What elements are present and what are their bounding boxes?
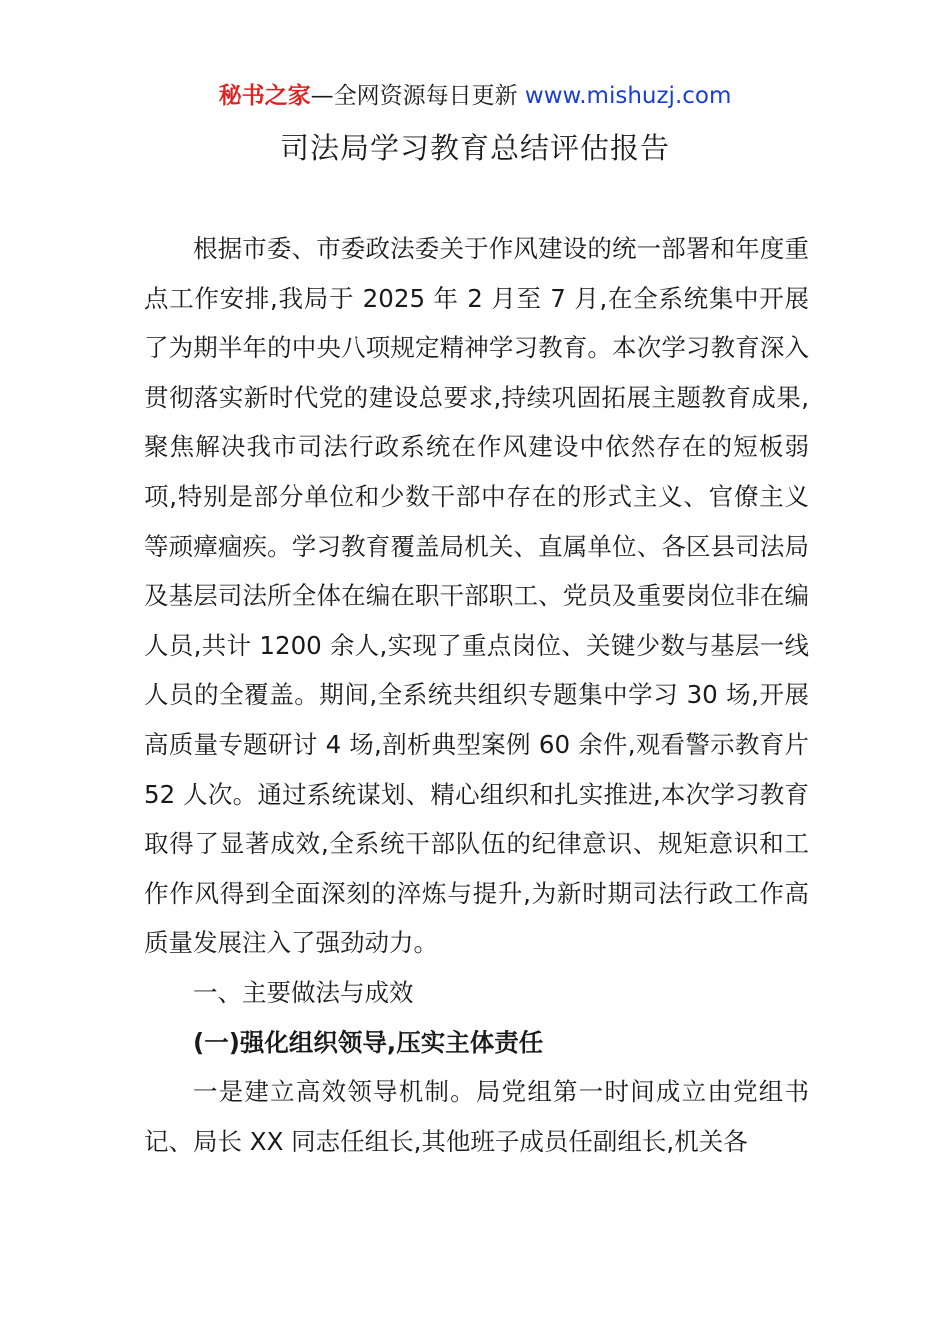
section-heading: 一、主要做法与成效: [193, 977, 414, 1007]
intro-paragraph: 根据市委、市委政法委关于作风建设的统一部署和年度重点工作安排,我局于 2025 年 2 月至 7 月,在全系统集中开展了为期半年的中央八项规定精神学习教育。本次学习教育深入贯彻落实新时代党的建设总要求,持续巩固拓展主题教育成果,聚焦解决我市司法行政系统在作风建设中依然存在的短板弱项,特别是部分单位和少数干部中存在的形式主义、官僚主义等顽瘴痼疾。学习教育覆盖局机关、直属单位、各区县司法局及基层司法所全体在编在职干部职工、党员及重要岗位非在编人员,共计 1200 余人,实现了重点岗位、关键少数与基层一线人员的全覆盖。期间,全系统共组织专题集中学习 30 场,开展高质量专题研讨 4 场,剖析典型案例 60 余件,观看警示教育片 52 人次。通过系统谋划、精心组织和扎实推进,本次学习教育取得了显著成效,全系统干部队伍的纪律意识、规矩意识和工作作风得到全面深刻的淬炼与提升,为新时期司法行政工作高质量发展注入了强劲动力。: [144, 234, 809, 958]
site-banner: [0, 80, 950, 112]
banner-tagline: —全网资源每日更新: [310, 83, 525, 109]
site-url-link[interactable]: www.mishuzj.com: [524, 83, 732, 109]
body-paragraph: 一是建立高效领导机制。局党组第一时间成立由党组书记、局长 XX 同志任组长,其他班子成员任副组长,机关各: [144, 1077, 809, 1156]
subsection-heading: (一)强化组织领导,压实主体责任: [193, 1027, 544, 1057]
brand-name: 秘书之家: [218, 83, 311, 109]
document-title: 司法局学习教育总结评估报告: [279, 131, 670, 165]
document-body: [144, 224, 809, 1166]
